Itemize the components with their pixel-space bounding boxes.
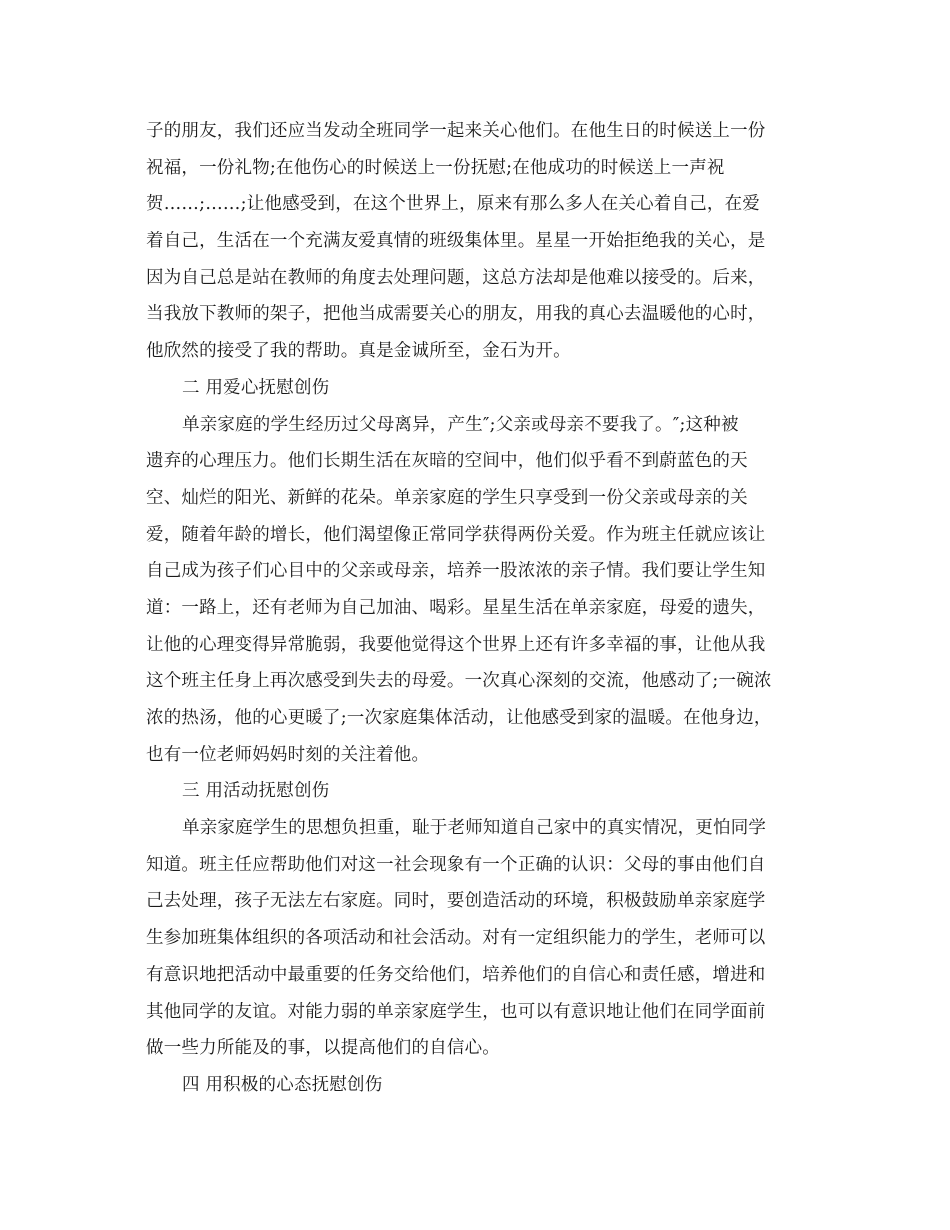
paragraph-line: 单亲家庭的学生经历过父母离异，产生″;父亲或母亲不要我了。″;这种被 (182, 414, 739, 435)
paragraph-line: 爱，随着年龄的增长，他们渴望像正常同学获得两份关爱。作为班主任就应该让 (146, 524, 766, 545)
document-body (146, 113, 816, 1104)
paragraph-line: 其他同学的友谊。对能力弱的单亲家庭学生，也可以有意识地让他们在同学面前 (146, 1001, 766, 1022)
paragraph-line: 道：一路上，还有老师为自己加油、喝彩。星星生活在单亲家庭，母爱的遗失， (146, 597, 766, 618)
paragraph-line: 单亲家庭学生的思想负担重，耻于老师知道自己家中的真实情况，更怕同学 (182, 818, 767, 839)
paragraph-line: 生参加班集体组织的各项活动和社会活动。对有一定组织能力的学生，老师可以 (146, 928, 766, 949)
paragraph-line: 当我放下教师的架子，把他当成需要关心的朋友，用我的真心去温暖他的心时， (146, 304, 766, 325)
section-heading: 四 用积极的心态抚慰创伤 (182, 1074, 383, 1095)
paragraph-line: 贺……;……;让他感受到，在这个世界上，原来有那么多人在关心着自己，在爱 (146, 194, 760, 215)
section-heading: 三 用活动抚慰创伤 (182, 781, 330, 802)
paragraph-line: 自己成为孩子们心目中的父亲或母亲，培养一股浓浓的亲子情。我们要让学生知 (146, 561, 766, 582)
paragraph-line: 空、灿烂的阳光、新鲜的花朵。单亲家庭的学生只享受到一份父亲或母亲的关 (146, 487, 748, 508)
paragraph-line: 也有一位老师妈妈时刻的关注着他。 (146, 744, 430, 765)
paragraph-line: 让他的心理变得异常脆弱，我要他觉得这个世界上还有许多幸福的事，让他从我 (146, 634, 766, 655)
paragraph-line: 有意识地把活动中最重要的任务交给他们，培养他们的自信心和责任感，增进和 (146, 964, 766, 985)
paragraph-line: 知道。班主任应帮助他们对这一社会现象有一个正确的认识：父母的事由他们自 (146, 854, 766, 875)
paragraph-line: 着自己，生活在一个充满友爱真情的班级集体里。星星一开始拒绝我的关心，是 (146, 231, 766, 252)
paragraph-line: 遗弃的心理压力。他们长期生活在灰暗的空间中，他们似乎看不到蔚蓝色的天 (146, 451, 748, 472)
paragraph-line: 子的朋友，我们还应当发动全班同学一起来关心他们。在他生日的时候送上一份 (146, 121, 766, 141)
paragraph-line: 他欣然的接受了我的帮助。真是金诚所至，金石为开。 (146, 341, 571, 362)
paragraph-line: 因为自己总是站在教师的角度去处理问题，这总方法却是他难以接受的。后来， (146, 267, 766, 288)
paragraph-line: 己去处理，孩子无法左右家庭。同时，要创造活动的环境，积极鼓励单亲家庭学 (146, 891, 766, 912)
paragraph-line: 做一些力所能及的事，以提高他们的自信心。 (146, 1038, 500, 1059)
paragraph-line: 浓的热汤，他的心更暖了;一次家庭集体活动，让他感受到家的温暖。在他身边， (146, 708, 772, 728)
section-heading: 二 用爱心抚慰创伤 (182, 377, 330, 398)
paragraph-line: 这个班主任身上再次感受到失去的母爱。一次真心深刻的交流，他感动了;一碗浓 (146, 671, 772, 692)
paragraph-line: 祝福，一份礼物;在他伤心的时候送上一份抚慰;在他成功的时候送上一声祝 (146, 157, 725, 178)
